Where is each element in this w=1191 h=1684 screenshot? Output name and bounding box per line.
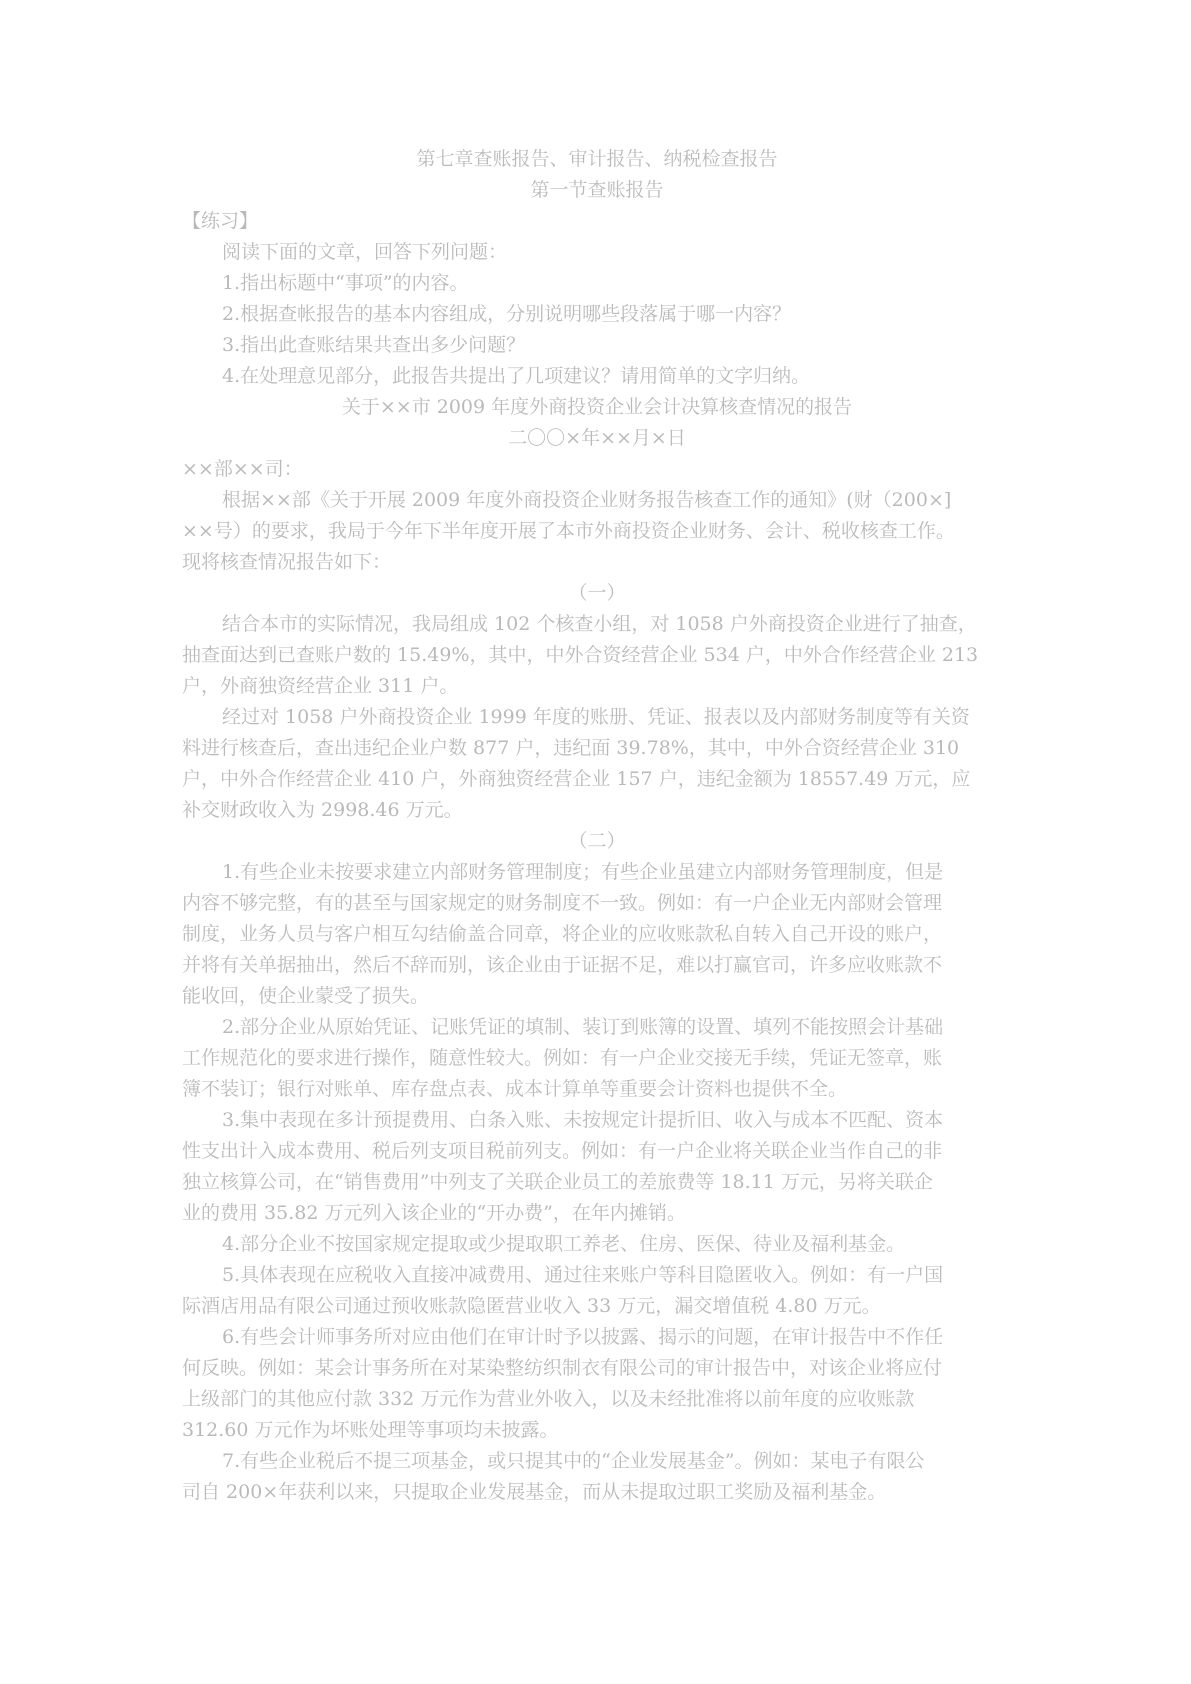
finding-item-7 xyxy=(182,1446,1012,1508)
finding-item-5 xyxy=(182,1260,1012,1322)
paragraph-line: 性支出计入成本费用、税后列支项目税前列支。例如：有一户企业将关联企业当作自己的非 xyxy=(182,1140,943,1162)
part1-paragraph-2 xyxy=(182,702,1012,826)
part-heading-1: （一） xyxy=(568,582,626,604)
finding-item-2 xyxy=(182,1012,1012,1105)
paragraph-line: 5.具体表现在应税收入直接冲减费用、通过往来账户等科目隐匿收入。例如：有一户国 xyxy=(222,1264,944,1286)
paragraph-line: 补交财政收入为 2998.46 万元。 xyxy=(182,799,463,821)
exercise-intro: 阅读下面的文章，回答下列问题： xyxy=(222,241,508,263)
paragraph-line: 际酒店用品有限公司通过预收账款隐匿营业收入 33 万元，漏交增值税 4.80 万元。 xyxy=(182,1295,881,1317)
paragraph-line: 户，外商独资经营企业 311 户。 xyxy=(182,675,459,697)
paragraph-line: 根据××部《关于开展 2009 年度外商投资企业财务报告核查工作的通知》(财（200×] xyxy=(222,489,952,511)
paragraph-line: 现将核查情况报告如下： xyxy=(182,551,392,573)
document-body xyxy=(182,144,1012,1508)
paragraph-line: 料进行核查后，查出违纪企业户数 877 户，违纪面 39.78%，其中，中外合资经营企业 310 xyxy=(182,737,960,759)
opening-paragraph xyxy=(182,485,1012,578)
paragraph-line: 能收回，使企业蒙受了损失。 xyxy=(182,985,430,1007)
paragraph-line: 制度，业务人员与客户相互勾结偷盖合同章，将企业的应收账款私自转入自己开设的账户， xyxy=(182,923,943,945)
part-heading-2: （二） xyxy=(568,830,626,852)
section-title: 第一节查账报告 xyxy=(530,179,664,201)
question-item: 2.根据查帐报告的基本内容组成，分别说明哪些段落属于哪一内容？ xyxy=(222,303,792,325)
paragraph-line: 经过对 1058 户外商投资企业 1999 年度的账册、凭证、报表以及内部财务制度等有关资 xyxy=(222,706,970,728)
paragraph-line: 簿不装订；银行对账单、库存盘点表、成本计算单等重要会计资料也提供不全。 xyxy=(182,1078,848,1100)
finding-item-6 xyxy=(182,1322,1012,1446)
paragraph-line: 独立核算公司，在“销售费用”中列支了关联企业员工的差旅费等 18.11 万元，另将关联企 xyxy=(182,1171,933,1193)
part1-paragraph-1 xyxy=(182,609,1012,702)
chapter-title: 第七章查账报告、审计报告、纳税检查报告 xyxy=(416,148,778,170)
paragraph-line: 内容不够完整，有的甚至与国家规定的财务制度不一致。例如：有一户企业无内部财会管理 xyxy=(182,892,943,914)
finding-item-3 xyxy=(182,1105,1012,1229)
finding-item-1 xyxy=(182,857,1012,1012)
paragraph-line: 并将有关单据抽出，然后不辞而别，该企业由于证据不足，难以打赢官司，许多应收账款不 xyxy=(182,954,943,976)
paragraph-line: 司自 200×年获利以来，只提取企业发展基金，而从未提取过职工奖励及福利基金。 xyxy=(182,1481,887,1503)
paragraph-line: 4.部分企业不按国家规定提取或少提取职工养老、住房、医保、待业及福利基金。 xyxy=(222,1233,906,1255)
question-item: 1.指出标题中“事项”的内容。 xyxy=(222,272,469,294)
paragraph-line: 上级部门的其他应付款 332 万元作为营业外收入，以及未经批准将以前年度的应收账款 xyxy=(182,1388,915,1410)
paragraph-line: 3.集中表现在多计预提费用、白条入账、未按规定计提折旧、收入与成本不匹配、资本 xyxy=(222,1109,944,1131)
question-list xyxy=(182,268,1012,392)
paragraph-line: 1.有些企业未按要求建立内部财务管理制度；有些企业虽建立内部财务管理制度，但是 xyxy=(222,861,944,883)
exercise-label: 【练习】 xyxy=(182,210,259,232)
report-title: 关于××市 2009 年度外商投资企业会计决算核查情况的报告 xyxy=(341,396,853,418)
paragraph-line: 业的费用 35.82 万元列入该企业的“开办费”，在年内摊销。 xyxy=(182,1202,686,1224)
paragraph-line: 户，中外合作经营企业 410 户，外商独资经营企业 157 户，违纪金额为 18557.49 万元，应 xyxy=(182,768,971,790)
paragraph-line: 何反映。例如：某会计事务所在对某染整纺织制衣有限公司的审计报告中，对该企业将应付 xyxy=(182,1357,943,1379)
paragraph-line: 6.有些会计师事务所对应由他们在审计时予以披露、揭示的问题，在审计报告中不作任 xyxy=(222,1326,944,1348)
paragraph-line: 结合本市的实际情况，我局组成 102 个核查小组，对 1058 户外商投资企业进行了抽查， xyxy=(222,613,977,635)
report-date: 二〇〇×年××月×日 xyxy=(508,427,686,449)
paragraph-line: 7.有些企业税后不提三项基金，或只提其中的“企业发展基金”。例如：某电子有限公 xyxy=(222,1450,925,1472)
question-item: 4.在处理意见部分，此报告共提出了几项建议？请用简单的文字归纳。 xyxy=(222,365,811,387)
paragraph-line: 工作规范化的要求进行操作，随意性较大。例如：有一户企业交接无手续，凭证无签章，账 xyxy=(182,1047,943,1069)
question-item: 3.指出此查账结果共查出多少问题？ xyxy=(222,334,526,356)
paragraph-line: 312.60 万元作为坏账处理等事项均未披露。 xyxy=(182,1419,559,1441)
paragraph-line: ××号）的要求，我局于今年下半年度开展了本市外商投资企业财务、会计、税收核查工作。 xyxy=(182,520,955,542)
paragraph-line: 2.部分企业从原始凭证、记账凭证的填制、装订到账簿的设置、填列不能按照会计基础 xyxy=(222,1016,944,1038)
salutation: ××部××司： xyxy=(182,458,303,480)
finding-item-4 xyxy=(182,1229,1012,1260)
paragraph-line: 抽查面达到已查账户数的 15.49%，其中，中外合资经营企业 534 户，中外合作经营企业 213 xyxy=(182,644,979,666)
